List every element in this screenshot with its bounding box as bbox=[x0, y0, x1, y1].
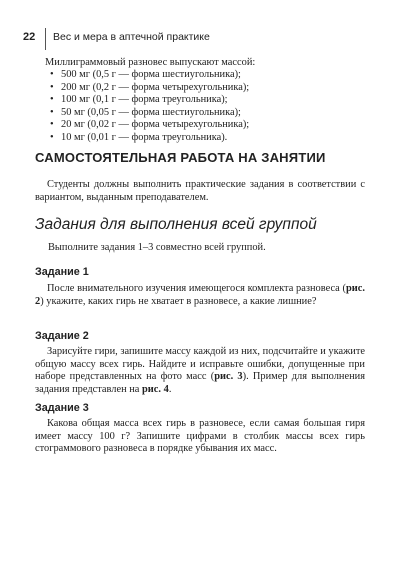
bullet-icon: • bbox=[50, 69, 54, 80]
list-item: • 20 мг (0,02 г — форма четырехугольника); bbox=[50, 119, 250, 131]
list-item: • 200 мг (0,2 г — форма четырехугольника); bbox=[50, 81, 250, 93]
section-text: Студенты должны выполнить практические задания в соответствии с вариантом, выданным преподавателем. bbox=[35, 179, 365, 203]
page-number: 22 bbox=[23, 31, 36, 43]
bullet-icon: • bbox=[50, 94, 54, 106]
list-item: • 50 мг (0,05 г — форма шестиугольника); bbox=[50, 106, 241, 118]
subsection-title: Задания для выполнения всей группой bbox=[35, 216, 317, 233]
section-title: САМОСТОЯТЕЛЬНАЯ РАБОТА НА ЗАНЯТИИ bbox=[35, 150, 326, 165]
bullet-icon: • bbox=[50, 106, 54, 118]
header-divider bbox=[45, 28, 46, 50]
task2-text: Зарисуйте гири, запишите массу каждой из них, подсчитайте и укажите общую массу всех гирь. Найдите и исправьте ошибки, допущенные при наборе представленных на фото масс (рис. 3). Пример для выполнения задания представлен на рис. 4. bbox=[35, 346, 365, 395]
list-item: • 100 мг (0,1 г — форма треугольника); bbox=[50, 94, 228, 106]
intro-text: Миллиграммовый разновес выпускают массой: bbox=[45, 57, 256, 68]
page-header bbox=[23, 30, 35, 44]
bullet-icon: • bbox=[50, 81, 54, 93]
subsection-text: Выполните задания 1–3 совместно всей группой. bbox=[48, 242, 266, 253]
running-title: Вес и мера в аптечной практике bbox=[53, 31, 210, 43]
task2-title: Задание 2 bbox=[35, 330, 89, 342]
weights-list bbox=[50, 69, 249, 145]
list-item: • 10 мг (0,01 г — форма треугольника). bbox=[50, 131, 228, 143]
task1-title: Задание 1 bbox=[35, 266, 89, 278]
bullet-icon: • bbox=[50, 119, 54, 131]
task1-text: После внимательного изучения имеющегося комплекта разновеса (рис. 2) укажите, каких гирь не хватает в разновесе, а какие лишние? bbox=[35, 283, 365, 307]
list-item: • 500 мг (0,5 г — форма шестиугольника); bbox=[50, 69, 241, 80]
bullet-icon: • bbox=[50, 131, 54, 143]
task3-text: Какова общая масса всех гирь в разновесе, если самая большая гиря имеет массу 100 г? Запишите цифрами в столбик массы всех гирь стограммового разновеса в порядке убывания их масс. bbox=[35, 418, 365, 455]
task3-title: Задание 3 bbox=[35, 402, 89, 414]
